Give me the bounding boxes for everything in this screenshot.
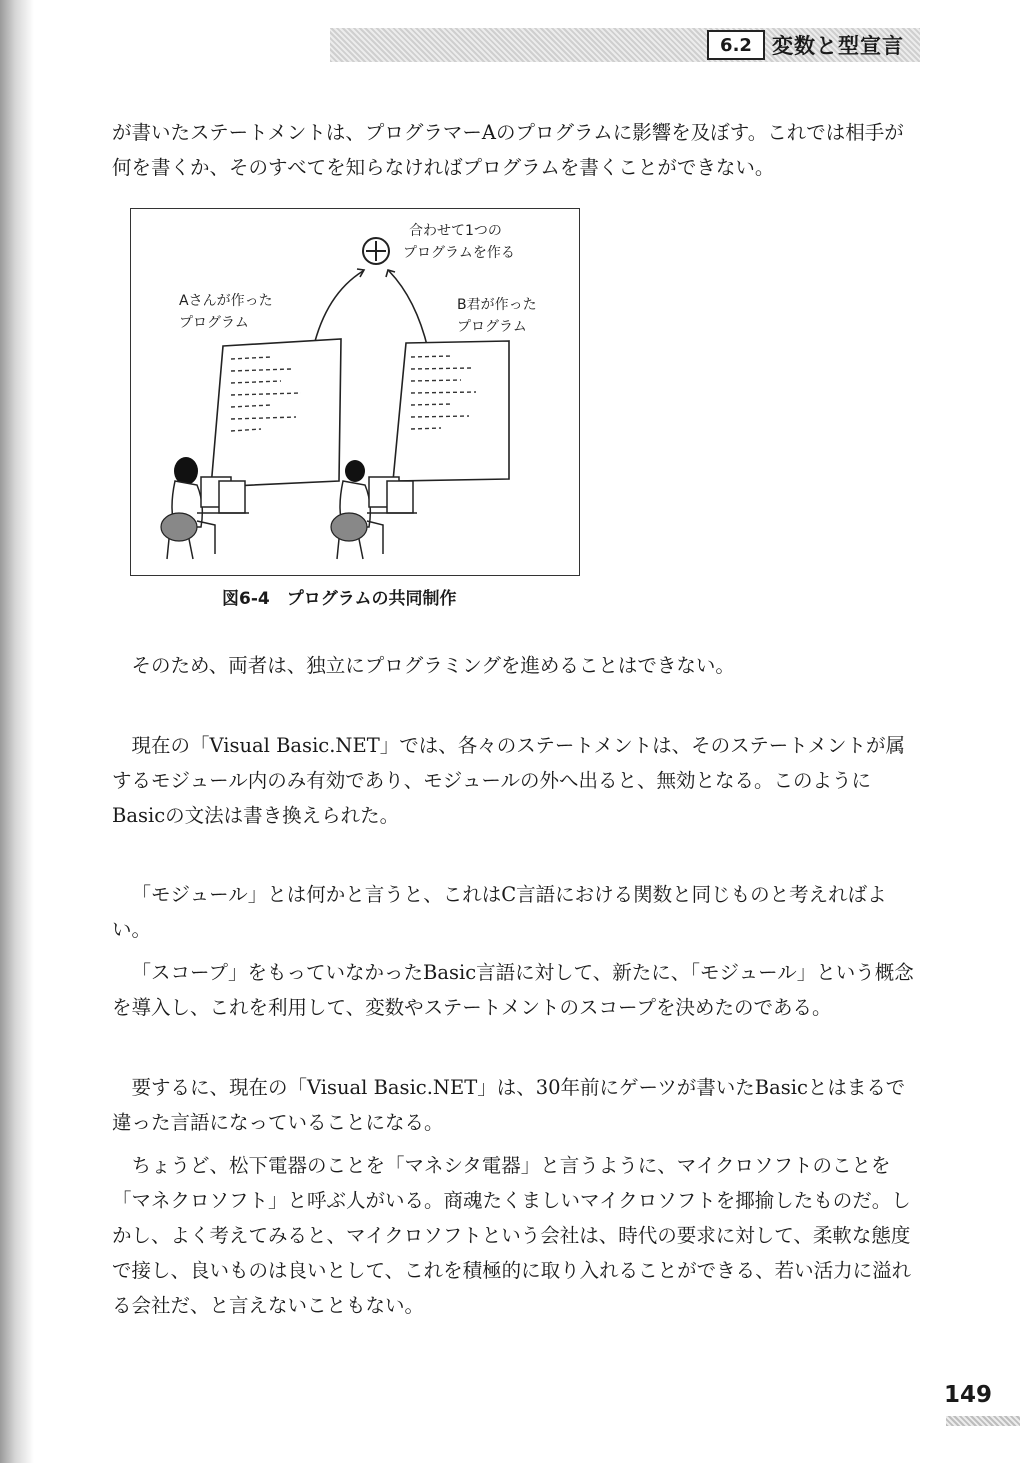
figure-label-combine-1: 合わせて1つの: [409, 223, 502, 239]
paragraph-7: ちょうど、松下電器のことを「マネシタ電器」と言うように、マイクロソフトのことを「マネクロソフト」と呼ぶ人がいる。商魂たくましいマイクロソフトを揶揄したものだ。しかし、よく考えてみると、マイクロソフトという会社は、時代の要求に対して、柔軟な態度で接し、良いものは良いとして、これを積極的に取り入れることができる、若い活力に溢れる会社だ、と言えないこともない。: [112, 1154, 912, 1317]
page-number-band: [946, 1416, 1020, 1426]
figure-label-b-2: プログラム: [457, 319, 527, 335]
paragraph-6: 要するに、現在の「Visual Basic.NET」は、30年前にゲーツが書いたBasicとはまるで違った言語になっていることになる。: [112, 1076, 906, 1134]
program-sheet-b: [393, 341, 509, 481]
plus-circle-icon: [363, 238, 389, 264]
figure-label-combine-2: プログラムを作る: [403, 245, 515, 261]
figure-caption: 図6-4 プログラムの共同制作: [222, 589, 457, 609]
figure-label-b-1: B君が作った: [457, 297, 537, 313]
paragraph-4: 「モジュール」とは何かと言うと、これはC言語における関数と同じものと考えればよい。: [112, 883, 887, 941]
section-title: 変数と型宣言: [772, 34, 904, 58]
merge-arrows: [313, 269, 428, 349]
page-number: 149: [943, 1382, 992, 1408]
figure-label-a-2: プログラム: [179, 315, 249, 331]
figure-illustration: [131, 209, 581, 577]
paragraph-2: そのため、両者は、独立にプログラミングを進めることはできない。: [131, 654, 735, 677]
figure-label-a-1: Aさんが作った: [179, 293, 273, 309]
paragraph-5: 「スコープ」をもっていなかったBasic言語に対して、新たに、「モジュール」という概念を導入し、これを利用して、変数やステートメントのスコープを決めたのである。: [112, 961, 914, 1019]
figure-program-collaboration: [130, 208, 580, 576]
paragraph-3: 現在の「Visual Basic.NET」では、各々のステートメントは、そのステートメントが属するモジュール内のみ有効であり、モジュールの外へ出ると、無効となる。このようにBasicの文法は書き換えられた。: [112, 734, 906, 827]
page-edge-shadow: [0, 0, 34, 1463]
section-number: 6.2: [707, 30, 765, 60]
paragraph-1: が書いたステートメントは、プログラマーAのプログラムに影響を及ぼす。これでは相手が何を書くか、そのすべてを知らなければプログラムを書くことができない。: [112, 121, 904, 179]
program-sheet-a: [211, 339, 341, 487]
